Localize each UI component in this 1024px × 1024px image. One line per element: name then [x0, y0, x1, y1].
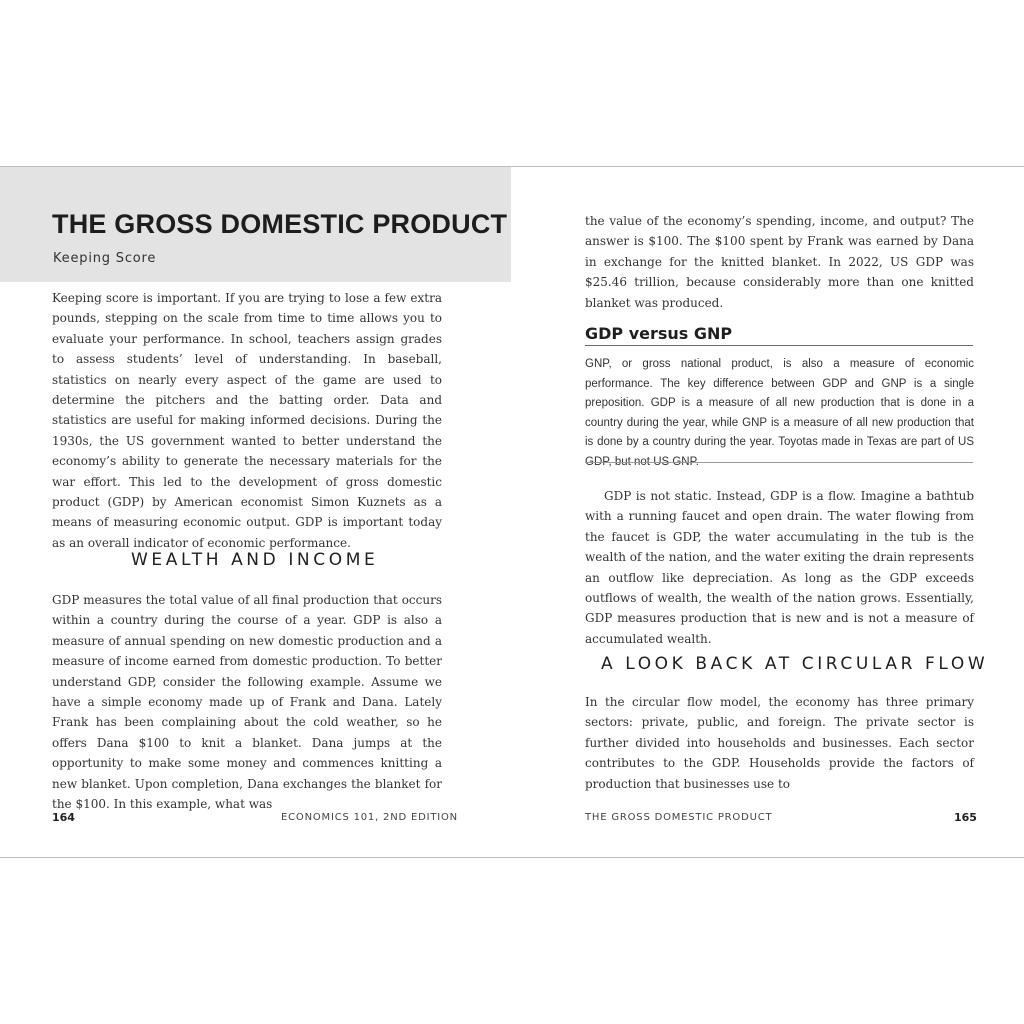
- right-page: [512, 167, 1024, 857]
- running-head-right: THE GROSS DOMESTIC PRODUCT: [585, 812, 773, 823]
- chapter-title: THE GROSS DOMESTIC PRODUCT: [52, 209, 508, 239]
- circular-flow-paragraph: In the circular flow model, the economy has three primary sectors: private, public, and foreign. The private sector is further divided into households and businesses. Each sector contributes to the GDP. Households provide the factors of production that businesses use to: [585, 695, 974, 791]
- left-page: [0, 167, 512, 857]
- chapter-title-block: [0, 167, 511, 282]
- sidebar-top-rule: [585, 345, 973, 346]
- sidebar-body: GNP, or gross national product, is also a measure of economic performance. The key difference between GDP and GNP is a single preposition. GDP is a measure of all new production that is done in a country during the year, while GNP is a measure of all new production that is done by a country during the year. Toyotas made in Texas are part of US GDP, but not US GNP.: [585, 358, 974, 468]
- section-heading-wealth-income: WEALTH AND INCOME: [131, 550, 379, 570]
- continued-paragraph: the value of the economy’s spending, income, and output? The answer is $100. The $100 spent by Frank was earned by Dana in exchange for the knitted blanket. In 2022, US GDP was $25.46 trillion, because considerably more than one knitted blanket was produced.: [585, 214, 974, 310]
- wealth-income-paragraph: GDP measures the total value of all final production that occurs within a country during the course of a year. GDP is also a measure of annual spending on new domestic production and a measure of income earned from domestic production. To better understand GDP, consider the following example. Assume we have a simple economy made up of Frank and Dana. Lately Frank has been complaining about the cold weather, so he offers Dana $100 to knit a blanket. Dana jumps at the opportunity to make some money and commences knitting a new blanket. Upon completion, Dana exchanges the blanket for the $100. In this example, what was: [52, 593, 442, 812]
- sidebar-bottom-rule: [585, 462, 973, 463]
- running-head-left: ECONOMICS 101, 2ND EDITION: [281, 812, 458, 823]
- book-spread: [0, 166, 1024, 858]
- chapter-subtitle: Keeping Score: [53, 251, 157, 266]
- flow-paragraph: GDP is not static. Instead, GDP is a flow. Imagine a bathtub with a running faucet and open drain. The water flowing from the faucet is GDP, the water accumulating in the tub is the wealth of the nation, and the water exiting the drain represents an outflow like depreciation. As long as the GDP exceeds outflows of wealth, the wealth of the nation grows. Essentially, GDP measures production that is new and is not a measure of accumulated wealth.: [585, 489, 974, 646]
- sidebar-title: GDP versus GNP: [585, 324, 733, 343]
- page-number-right: 165: [954, 811, 977, 824]
- section-heading-circular-flow: A LOOK BACK AT CIRCULAR FLOW: [601, 654, 989, 674]
- page-number-left: 164: [52, 811, 75, 824]
- intro-paragraph: Keeping score is important. If you are trying to lose a few extra pounds, stepping on the scale from time to time allows you to evaluate your performance. In school, teachers assign grades to assess students’ level of understanding. In baseball, statistics on nearly every aspect of the game are used to determine the pitchers and the batting order. Data and statistics are useful for making informed decisions. During the 1930s, the US government wanted to better understand the economy’s ability to generate the necessary materials for the war effort. This led to the development of gross domestic product (GDP) by American economist Simon Kuznets as a means of measuring economic output. GDP is important today as an overall indicator of economic performance.: [52, 291, 442, 550]
